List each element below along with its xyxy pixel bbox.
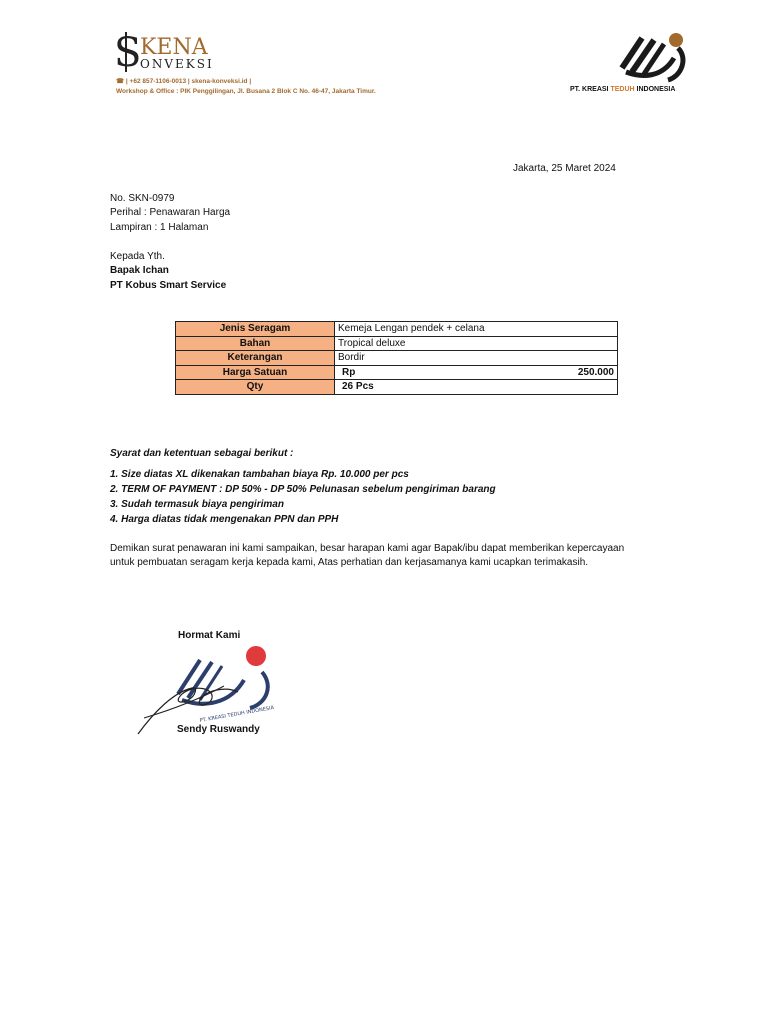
terms-heading: Syarat dan ketentuan sebagai berikut : xyxy=(110,448,294,459)
kti-logo-icon xyxy=(612,28,692,86)
svg-text:S: S xyxy=(114,30,142,74)
kti-name-accent: TEDUH xyxy=(610,86,635,93)
recipient-name: Bapak Ichan xyxy=(110,265,169,276)
row-value: Kemeja Lengan pendek + celana xyxy=(335,322,618,337)
row-label: Qty xyxy=(176,380,335,395)
terms-item: 2. TERM OF PAYMENT : DP 50% - DP 50% Pelunasan sebelum pengiriman barang xyxy=(110,484,496,495)
svg-text:KENA: KENA xyxy=(140,35,208,60)
row-label: Jenis Seragam xyxy=(176,322,335,337)
recipient-company: PT Kobus Smart Service xyxy=(110,280,227,291)
row-value: Bordir xyxy=(335,351,618,366)
recipient-greeting: Kepada Yth. xyxy=(110,251,165,262)
letter-number: No. SKN-0979 xyxy=(110,193,175,204)
svg-text:ONVEKSI: ONVEKSI xyxy=(140,57,214,71)
table-row xyxy=(176,365,618,380)
table-row xyxy=(176,351,618,366)
signature-salutation: Hormat Kami xyxy=(178,630,241,641)
closing-line-2: untuk pembuatan seragam kerja kepada kami, Atas perhatian dan kerjasamanya kami ucapkan terimakasih. xyxy=(110,557,589,568)
row-label: Bahan xyxy=(176,336,335,351)
row-label: Harga Satuan xyxy=(176,365,335,380)
row-value: Tropical deluxe xyxy=(335,336,618,351)
price-cell xyxy=(335,365,618,380)
closing-line-1: Demikan surat penawaran ini kami sampaikan, besar harapan kami agar Bapak/ibu dapat memberikan kepercayaan xyxy=(110,543,625,554)
table-row xyxy=(176,336,618,351)
skena-contact-line: ☎ | +62 857-1106-0013 | skena-konveksi.id | xyxy=(116,78,252,85)
signer-name: Sendy Ruswandy xyxy=(177,724,260,735)
letter-attachment: Lampiran : 1 Halaman xyxy=(110,222,209,233)
kti-name-suffix: INDONESIA xyxy=(634,86,676,93)
row-label: Keterangan xyxy=(176,351,335,366)
kti-name-prefix: PT. KREASI xyxy=(570,86,611,93)
table-row xyxy=(176,322,618,337)
terms-item: 3. Sudah termasuk biaya pengiriman xyxy=(110,499,284,510)
skena-logo xyxy=(112,30,232,74)
svg-text:PT. KREASI TEDUH INDONESIA: PT. KREASI TEDUH INDONESIA xyxy=(199,704,275,724)
terms-item: 1. Size diatas XL dikenakan tambahan biaya Rp. 10.000 per pcs xyxy=(110,469,409,480)
letter-subject: Perihal : Penawaran Harga xyxy=(110,207,231,218)
row-value: 26 Pcs xyxy=(335,380,618,395)
skena-address-line: Workshop & Office : PIK Penggilingan, Jl. Busana 2 Blok C No. 46-47, Jakarta Timur. xyxy=(116,87,376,95)
table-row xyxy=(176,380,618,395)
price-amount: 250.000 xyxy=(577,366,614,378)
price-currency: Rp xyxy=(342,366,356,378)
place-date: Jakarta, 25 Maret 2024 xyxy=(513,163,616,174)
skena-contact-block xyxy=(116,77,376,96)
spec-table xyxy=(175,321,618,395)
terms-item: 4. Harga diatas tidak mengenakan PPN dan PPH xyxy=(110,514,339,525)
kti-company-name xyxy=(570,86,675,93)
